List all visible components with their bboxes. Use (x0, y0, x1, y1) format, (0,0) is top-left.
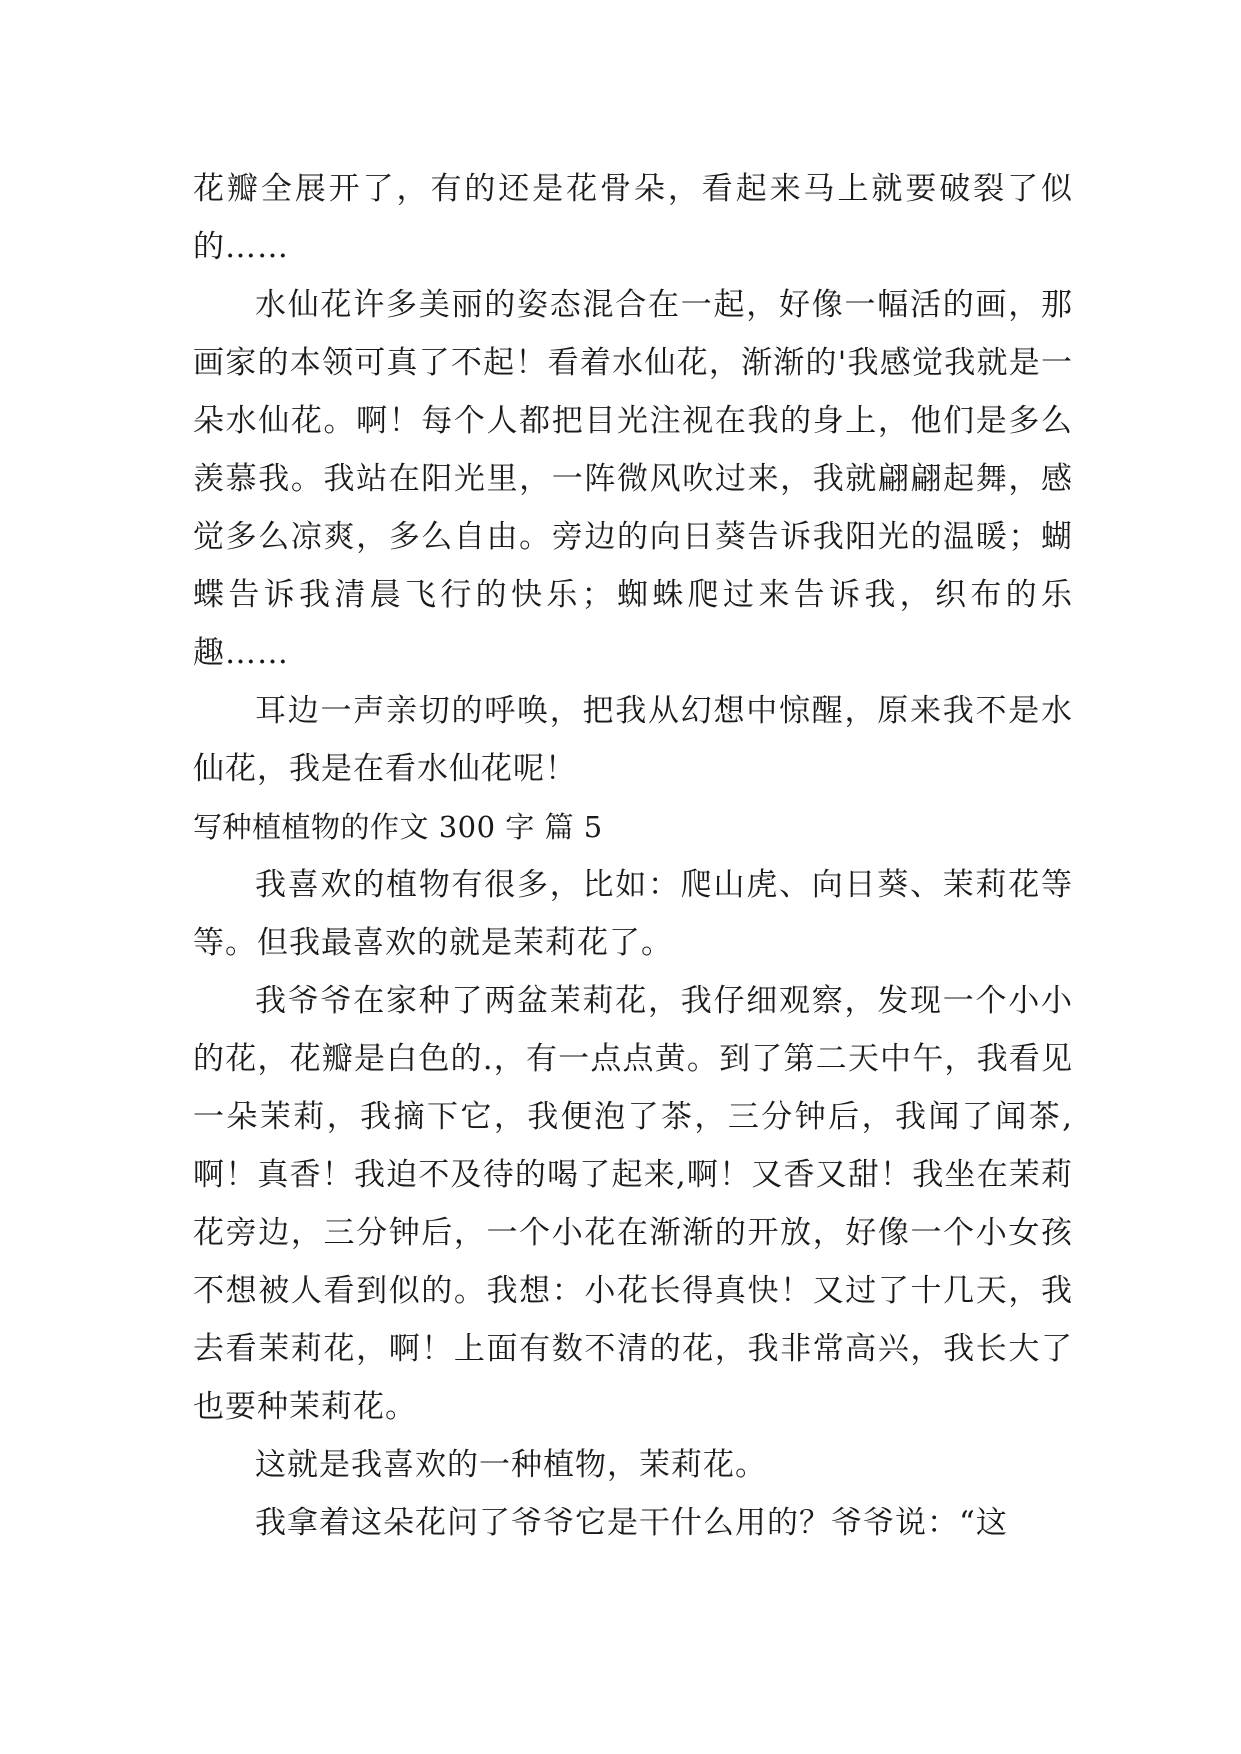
paragraph-narcissus: 水仙花许多美丽的姿态混合在一起，好像一幅活的画，那画家的本领可真了不起！看着水仙花，渐渐的'我感觉我就是一朵水仙花。啊！每个人都把目光注视在我的身上，他们是多么羡慕我。我站在阳光里，一阵微风吹过来，我就翩翩起舞，感觉多么凉爽，多么自由。旁边的向日葵告诉我阳光的温暖；蝴蝶告诉我清晨飞行的快乐；蜘蛛爬过来告诉我，织布的乐趣…… (193, 287, 1073, 671)
paragraph-question: 我拿着这朵花问了爷爷它是干什么用的？爷爷说：“这 (255, 1505, 1008, 1541)
document-body (193, 160, 1073, 1552)
paragraph-favorite-plants: 我喜欢的植物有很多，比如：爬山虎、向日葵、茉莉花等等。但我最喜欢的就是茉莉花了。 (193, 867, 1073, 961)
paragraph-continuation: 花瓣全展开了，有的还是花骨朵，看起来马上就要破裂了似的…… (193, 171, 1073, 265)
essay-heading: 写种植植物的作文 300 字 篇 5 (193, 810, 603, 844)
paragraph-jasmine-story: 我爷爷在家种了两盆茉莉花，我仔细观察，发现一个小小的花，花瓣是白色的.，有一点点黄。到了第二天中午，我看见一朵茉莉，我摘下它，我便泡了茶，三分钟后，我闻了闻茶,啊！真香！我迫不及待的喝了起来,啊！又香又甜！我坐在茉莉花旁边，三分钟后，一个小花在渐渐的开放，好像一个小女孩不想被人看到似的。我想：小花长得真快！又过了十几天，我去看茉莉花，啊！上面有数不清的花，我非常高兴，我长大了也要种茉莉花。 (193, 983, 1073, 1425)
paragraph-conclusion: 这就是我喜欢的一种植物，茉莉花。 (255, 1447, 767, 1483)
paragraph-awakening: 耳边一声亲切的呼唤，把我从幻想中惊醒，原来我不是水仙花，我是在看水仙花呢！ (193, 693, 1073, 787)
